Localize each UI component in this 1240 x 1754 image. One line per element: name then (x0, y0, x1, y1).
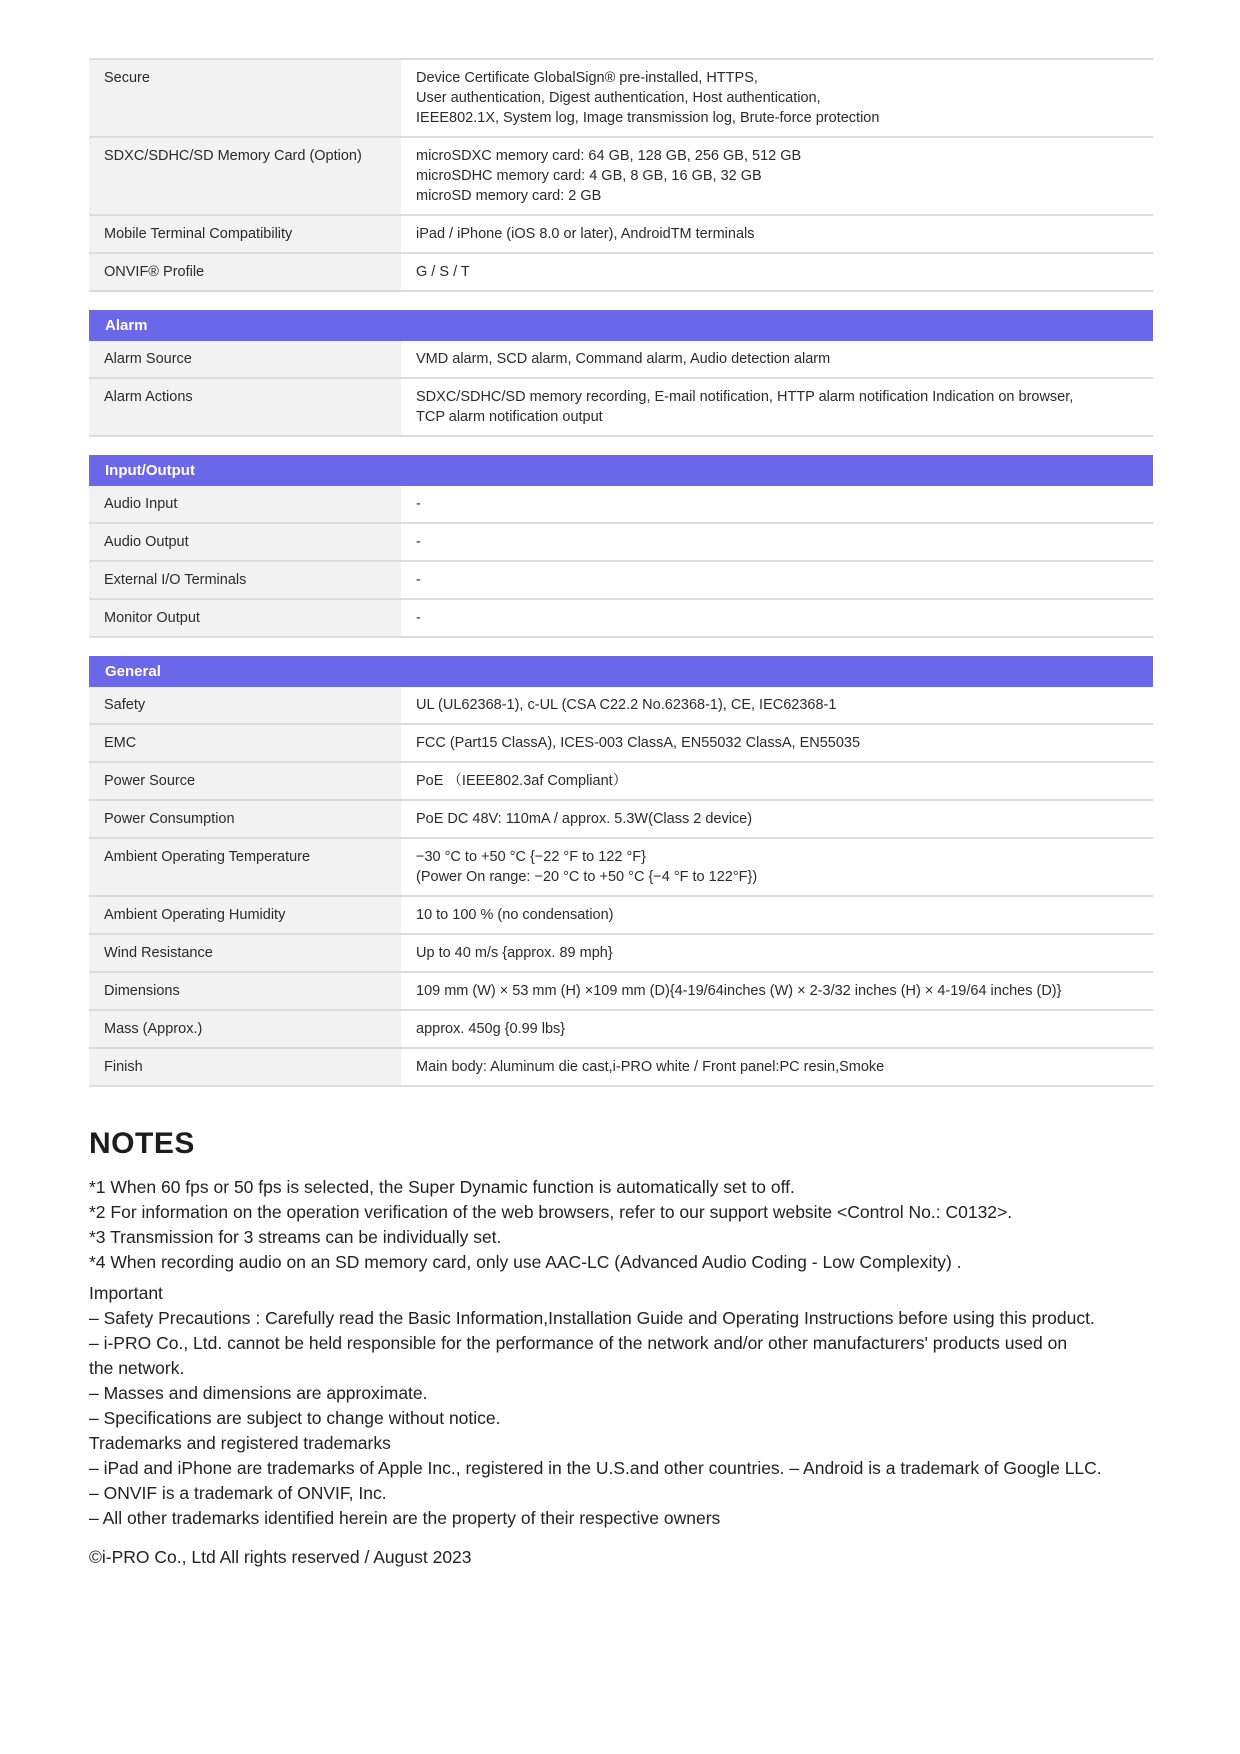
important-notices (89, 1281, 1153, 1531)
notes-section (89, 1127, 1153, 1570)
spec-row (89, 838, 1153, 896)
spec-label: Wind Resistance (89, 934, 401, 972)
spec-value-line: −30 °C to +50 °C {−22 °F to 122 °F} (416, 849, 646, 865)
spec-value (401, 378, 1153, 436)
spec-label: Monitor Output (89, 599, 401, 637)
spec-row (89, 800, 1153, 838)
spec-value-line: FCC (Part15 ClassA), ICES-003 ClassA, EN55032 ClassA, EN55035 (416, 735, 861, 751)
spec-value (401, 1010, 1153, 1048)
spec-value (401, 599, 1153, 637)
spec-label: Ambient Operating Temperature (89, 838, 401, 896)
spec-label: ONVIF® Profile (89, 253, 401, 291)
spec-value (401, 934, 1153, 972)
note-line: – ONVIF is a trademark of ONVIF, Inc. (89, 1483, 387, 1503)
spec-label: External I/O Terminals (89, 561, 401, 599)
spec-value (401, 724, 1153, 762)
note-line: *1 When 60 fps or 50 fps is selected, the Super Dynamic function is automatically set to off. (89, 1177, 795, 1197)
spec-value-line: microSD memory card: 2 GB (416, 188, 602, 204)
spec-value (401, 800, 1153, 838)
notes-title: NOTES (89, 1127, 195, 1160)
spec-value (401, 561, 1153, 599)
note-line: – All other trademarks identified herein are the property of their respective owners (89, 1508, 721, 1528)
note-line: *3 Transmission for 3 streams can be individually set. (89, 1227, 502, 1247)
spec-value (401, 896, 1153, 934)
spec-value-line: - (416, 496, 421, 512)
note-line: Trademarks and registered trademarks (89, 1433, 391, 1453)
spec-row (89, 724, 1153, 762)
spec-row (89, 561, 1153, 599)
section-header-input-output: Input/Output (89, 455, 1153, 486)
spec-value-line: (Power On range: −20 °C to +50 °C {−4 °F to 122°F}) (416, 869, 758, 885)
note-line: – iPad and iPhone are trademarks of Apple Inc., registered in the U.S.and other countries. – Android is a trademark of Google LLC. (89, 1458, 1102, 1478)
spec-label: Power Consumption (89, 800, 401, 838)
spec-row (89, 599, 1153, 637)
general-spec-table (89, 687, 1153, 1087)
spec-value-line: - (416, 572, 421, 588)
spec-label: Dimensions (89, 972, 401, 1010)
section-header-alarm: Alarm (89, 310, 1153, 341)
spec-value (401, 838, 1153, 896)
spec-row (89, 972, 1153, 1010)
alarm-spec-table (89, 341, 1153, 437)
spec-row (89, 215, 1153, 253)
spec-value-line: PoE DC 48V: 110mA / approx. 5.3W(Class 2 device) (416, 811, 753, 827)
spec-label: Audio Input (89, 486, 401, 523)
spec-row (89, 523, 1153, 561)
secure-section (89, 58, 1153, 292)
spec-value (401, 762, 1153, 800)
spec-label: Audio Output (89, 523, 401, 561)
spec-value-line: IEEE802.1X, System log, Image transmission log, Brute-force protection (416, 110, 880, 126)
spec-row (89, 1048, 1153, 1086)
note-line: – i-PRO Co., Ltd. cannot be held responsible for the performance of the network and/or other manufacturers' products used on (89, 1333, 1068, 1353)
spec-value (401, 215, 1153, 253)
spec-value-line: Main body: Aluminum die cast,i-PRO white / Front panel:PC resin,Smoke (416, 1059, 885, 1075)
spec-value (401, 341, 1153, 378)
spec-label: Secure (89, 59, 401, 137)
spec-label: Finish (89, 1048, 401, 1086)
spec-row (89, 687, 1153, 724)
spec-value-line: iPad / iPhone (iOS 8.0 or later), AndroidTM terminals (416, 226, 755, 242)
spec-label: Safety (89, 687, 401, 724)
spec-value-line: SDXC/SDHC/SD memory recording, E-mail notification, HTTP alarm notification Indication on browser, (416, 389, 1074, 405)
spec-row (89, 1010, 1153, 1048)
spec-row (89, 378, 1153, 436)
spec-row (89, 486, 1153, 523)
spec-value-line: 109 mm (W) × 53 mm (H) ×109 mm (D){4-19/64inches (W) × 2-3/32 inches (H) × 4-19/64 inches (D)} (416, 983, 1062, 999)
spec-value-line: Device Certificate GlobalSign® pre-installed, HTTPS, (416, 70, 758, 86)
spec-value-line: TCP alarm notification output (416, 409, 603, 425)
spec-value (401, 253, 1153, 291)
note-line: the network. (89, 1358, 185, 1378)
spec-value-line: UL (UL62368-1), c-UL (CSA C22.2 No.62368-1), CE, IEC62368-1 (416, 697, 837, 713)
spec-value-line: - (416, 610, 421, 626)
note-line: – Specifications are subject to change without notice. (89, 1408, 501, 1428)
note-line: Important (89, 1283, 163, 1303)
spec-value (401, 486, 1153, 523)
spec-label: EMC (89, 724, 401, 762)
spec-row (89, 59, 1153, 137)
io-section (89, 455, 1153, 638)
spec-value (401, 1048, 1153, 1086)
general-section (89, 656, 1153, 1087)
spec-row (89, 896, 1153, 934)
spec-row (89, 934, 1153, 972)
spec-row (89, 253, 1153, 291)
alarm-section (89, 310, 1153, 437)
note-line: – Safety Precautions : Carefully read the Basic Information,Installation Guide and Operating Instructions before using this product. (89, 1308, 1095, 1328)
spec-value-line: User authentication, Digest authentication, Host authentication, (416, 90, 821, 106)
spec-value (401, 972, 1153, 1010)
spec-value-line: PoE （IEEE802.3af Compliant） (416, 773, 628, 789)
spec-row (89, 762, 1153, 800)
spec-label: Power Source (89, 762, 401, 800)
spec-value-line: - (416, 534, 421, 550)
note-line: – Masses and dimensions are approximate. (89, 1383, 428, 1403)
spec-value-line: microSDXC memory card: 64 GB, 128 GB, 256 GB, 512 GB (416, 148, 802, 164)
spec-value-line: G / S / T (416, 264, 470, 280)
spec-label: Alarm Actions (89, 378, 401, 436)
spec-label: Alarm Source (89, 341, 401, 378)
io-spec-table (89, 486, 1153, 638)
spec-value-line: microSDHC memory card: 4 GB, 8 GB, 16 GB, 32 GB (416, 168, 762, 184)
secure-spec-table (89, 58, 1153, 292)
spec-value (401, 523, 1153, 561)
copyright-text: ©i-PRO Co., Ltd All rights reserved / August 2023 (89, 1547, 472, 1567)
spec-label: SDXC/SDHC/SD Memory Card (Option) (89, 137, 401, 215)
spec-label: Mobile Terminal Compatibility (89, 215, 401, 253)
spec-value-line: approx. 450g {0.99 lbs} (416, 1021, 566, 1037)
note-line: *4 When recording audio on an SD memory card, only use AAC-LC (Advanced Audio Coding - Low Complexity) . (89, 1252, 962, 1272)
spec-row (89, 341, 1153, 378)
spec-value-line: VMD alarm, SCD alarm, Command alarm, Audio detection alarm (416, 351, 831, 367)
section-header-general: General (89, 656, 1153, 687)
spec-label: Mass (Approx.) (89, 1010, 401, 1048)
spec-value (401, 687, 1153, 724)
spec-page (89, 58, 1153, 1570)
spec-value (401, 137, 1153, 215)
spec-label: Ambient Operating Humidity (89, 896, 401, 934)
footnotes-list (89, 1175, 1153, 1275)
note-line: *2 For information on the operation verification of the web browsers, refer to our support website <Control No.: C0132>. (89, 1202, 1013, 1222)
spec-row (89, 137, 1153, 215)
spec-value-line: Up to 40 m/s {approx. 89 mph} (416, 945, 613, 961)
spec-value-line: 10 to 100 % (no condensation) (416, 907, 614, 923)
spec-value (401, 59, 1153, 137)
